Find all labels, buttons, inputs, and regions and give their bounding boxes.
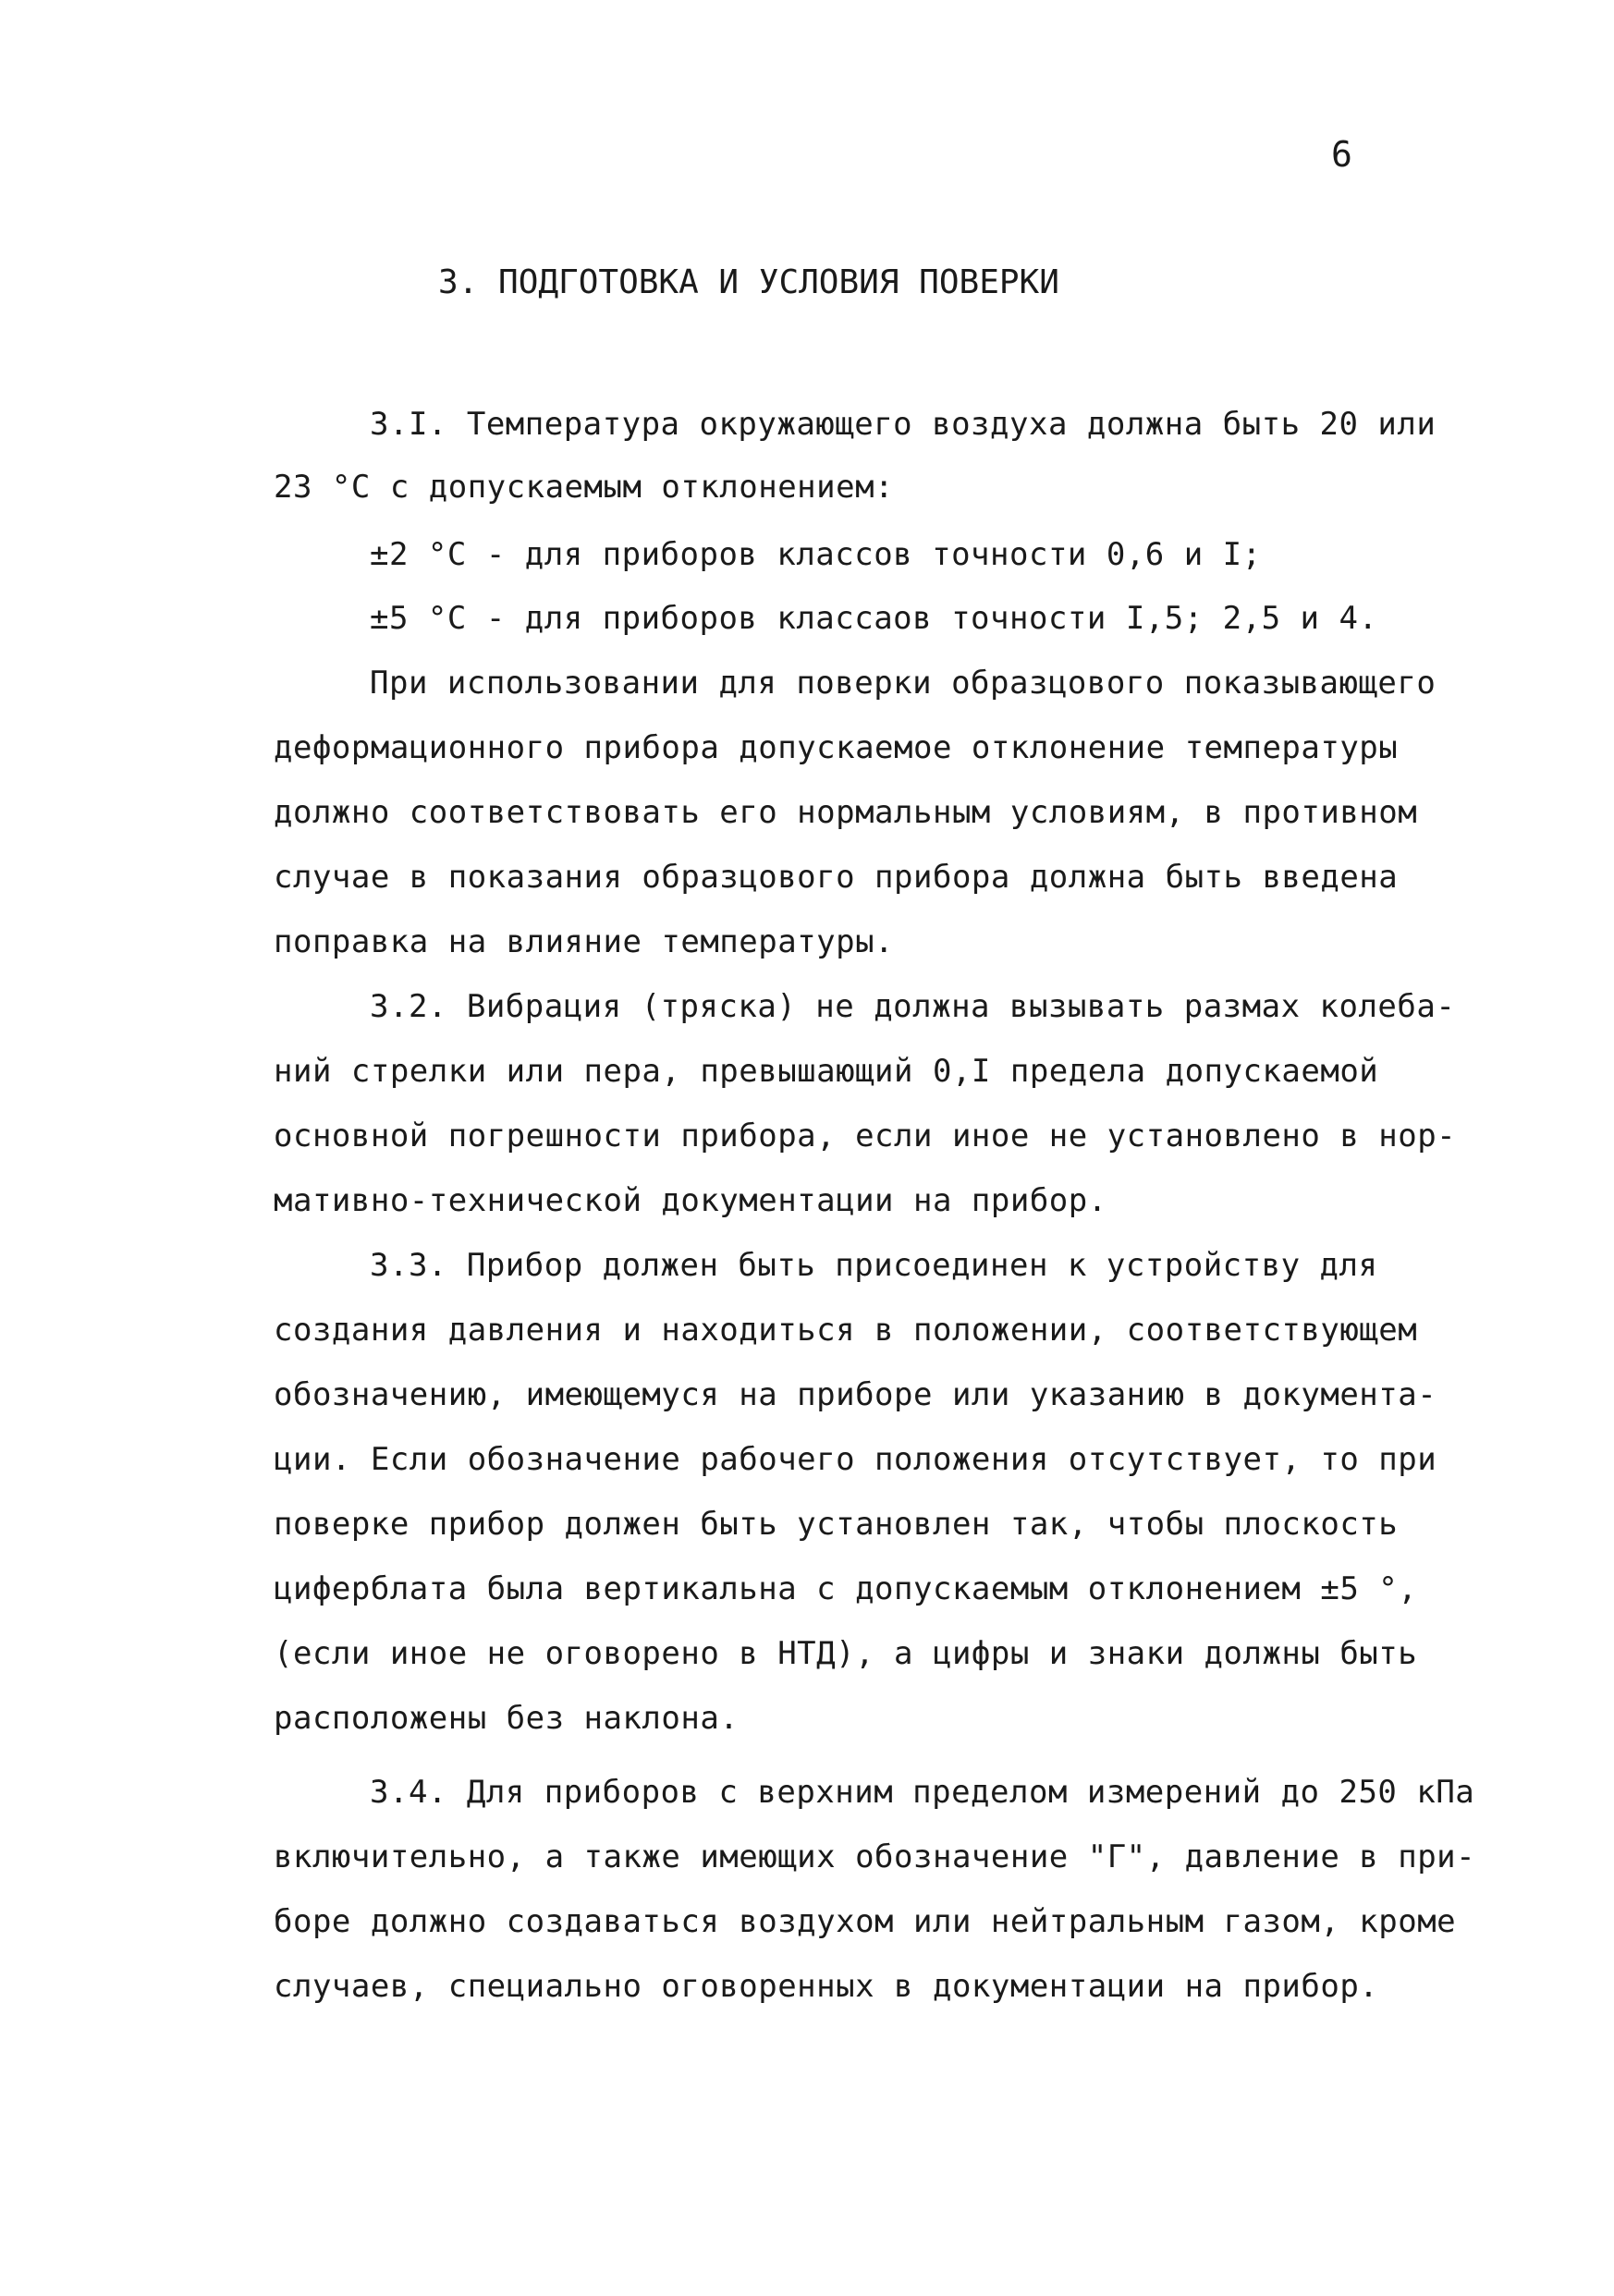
text-line: расположены без наклона. bbox=[274, 1700, 740, 1737]
text-line: ции. Если обозначение рабочего положения отсутствует, то при bbox=[274, 1441, 1437, 1478]
text-line: включительно, а также имеющих обозначение "Г", давление в при- bbox=[274, 1838, 1476, 1875]
text-line: ±2 °С - для приборов классов точности 0,6 и I; bbox=[370, 536, 1262, 573]
text-line: случае в показания образцового прибора должна быть введена bbox=[274, 859, 1399, 896]
text-line: 3.3. Прибор должен быть присоединен к устройству для bbox=[370, 1247, 1378, 1284]
text-line: 23 °С с допускаемым отклонением: bbox=[274, 469, 895, 506]
text-line: ний стрелки или пера, превышающий 0,I предела допускаемой bbox=[274, 1053, 1379, 1090]
text-line: циферблата была вертикальна с допускаемым отклонением ±5 °, bbox=[274, 1570, 1418, 1607]
text-line: ±5 °С - для приборов классаов точности I,5; 2,5 и 4. bbox=[370, 600, 1378, 637]
text-line: основной погрешности прибора, если иное не установлено в нор- bbox=[274, 1117, 1457, 1154]
text-line: обозначению, имеющемуся на приборе или указанию в документа- bbox=[274, 1376, 1437, 1413]
text-line: поправка на влияние температуры. bbox=[274, 923, 895, 960]
text-line: деформационного прибора допускаемое отклонение температуры bbox=[274, 729, 1399, 766]
text-line: мативно-технической документации на прибор. bbox=[274, 1182, 1107, 1219]
text-line: поверке прибор должен быть установлен так, чтобы плоскость bbox=[274, 1506, 1399, 1543]
text-line: случаев, специально оговоренных в документации на прибор. bbox=[274, 1968, 1379, 2005]
section-heading: 3. ПОДГОТОВКА И УСЛОВИЯ ПОВЕРКИ bbox=[438, 263, 1059, 301]
text-line: (если иное не оговорено в НТД), а цифры и знаки должны быть bbox=[274, 1635, 1418, 1672]
text-line: боре должно создаваться воздухом или нейтральным газом, кроме bbox=[274, 1903, 1457, 1940]
text-line: 3.2. Вибрация (тряска) не должна вызывать размах колеба- bbox=[370, 988, 1456, 1025]
text-line: должно соответствовать его нормальным условиям, в противном bbox=[274, 794, 1418, 831]
text-line: 3.4. Для приборов с верхним пределом измерений до 250 кПа bbox=[370, 1774, 1475, 1811]
text-line: При использовании для поверки образцового показывающего bbox=[370, 665, 1437, 702]
text-line: 3.I. Температура окружающего воздуха должна быть 20 или bbox=[370, 406, 1437, 443]
text-line: создания давления и находиться в положении, соответствующем bbox=[274, 1312, 1418, 1349]
page-number: 6 bbox=[1331, 134, 1352, 175]
